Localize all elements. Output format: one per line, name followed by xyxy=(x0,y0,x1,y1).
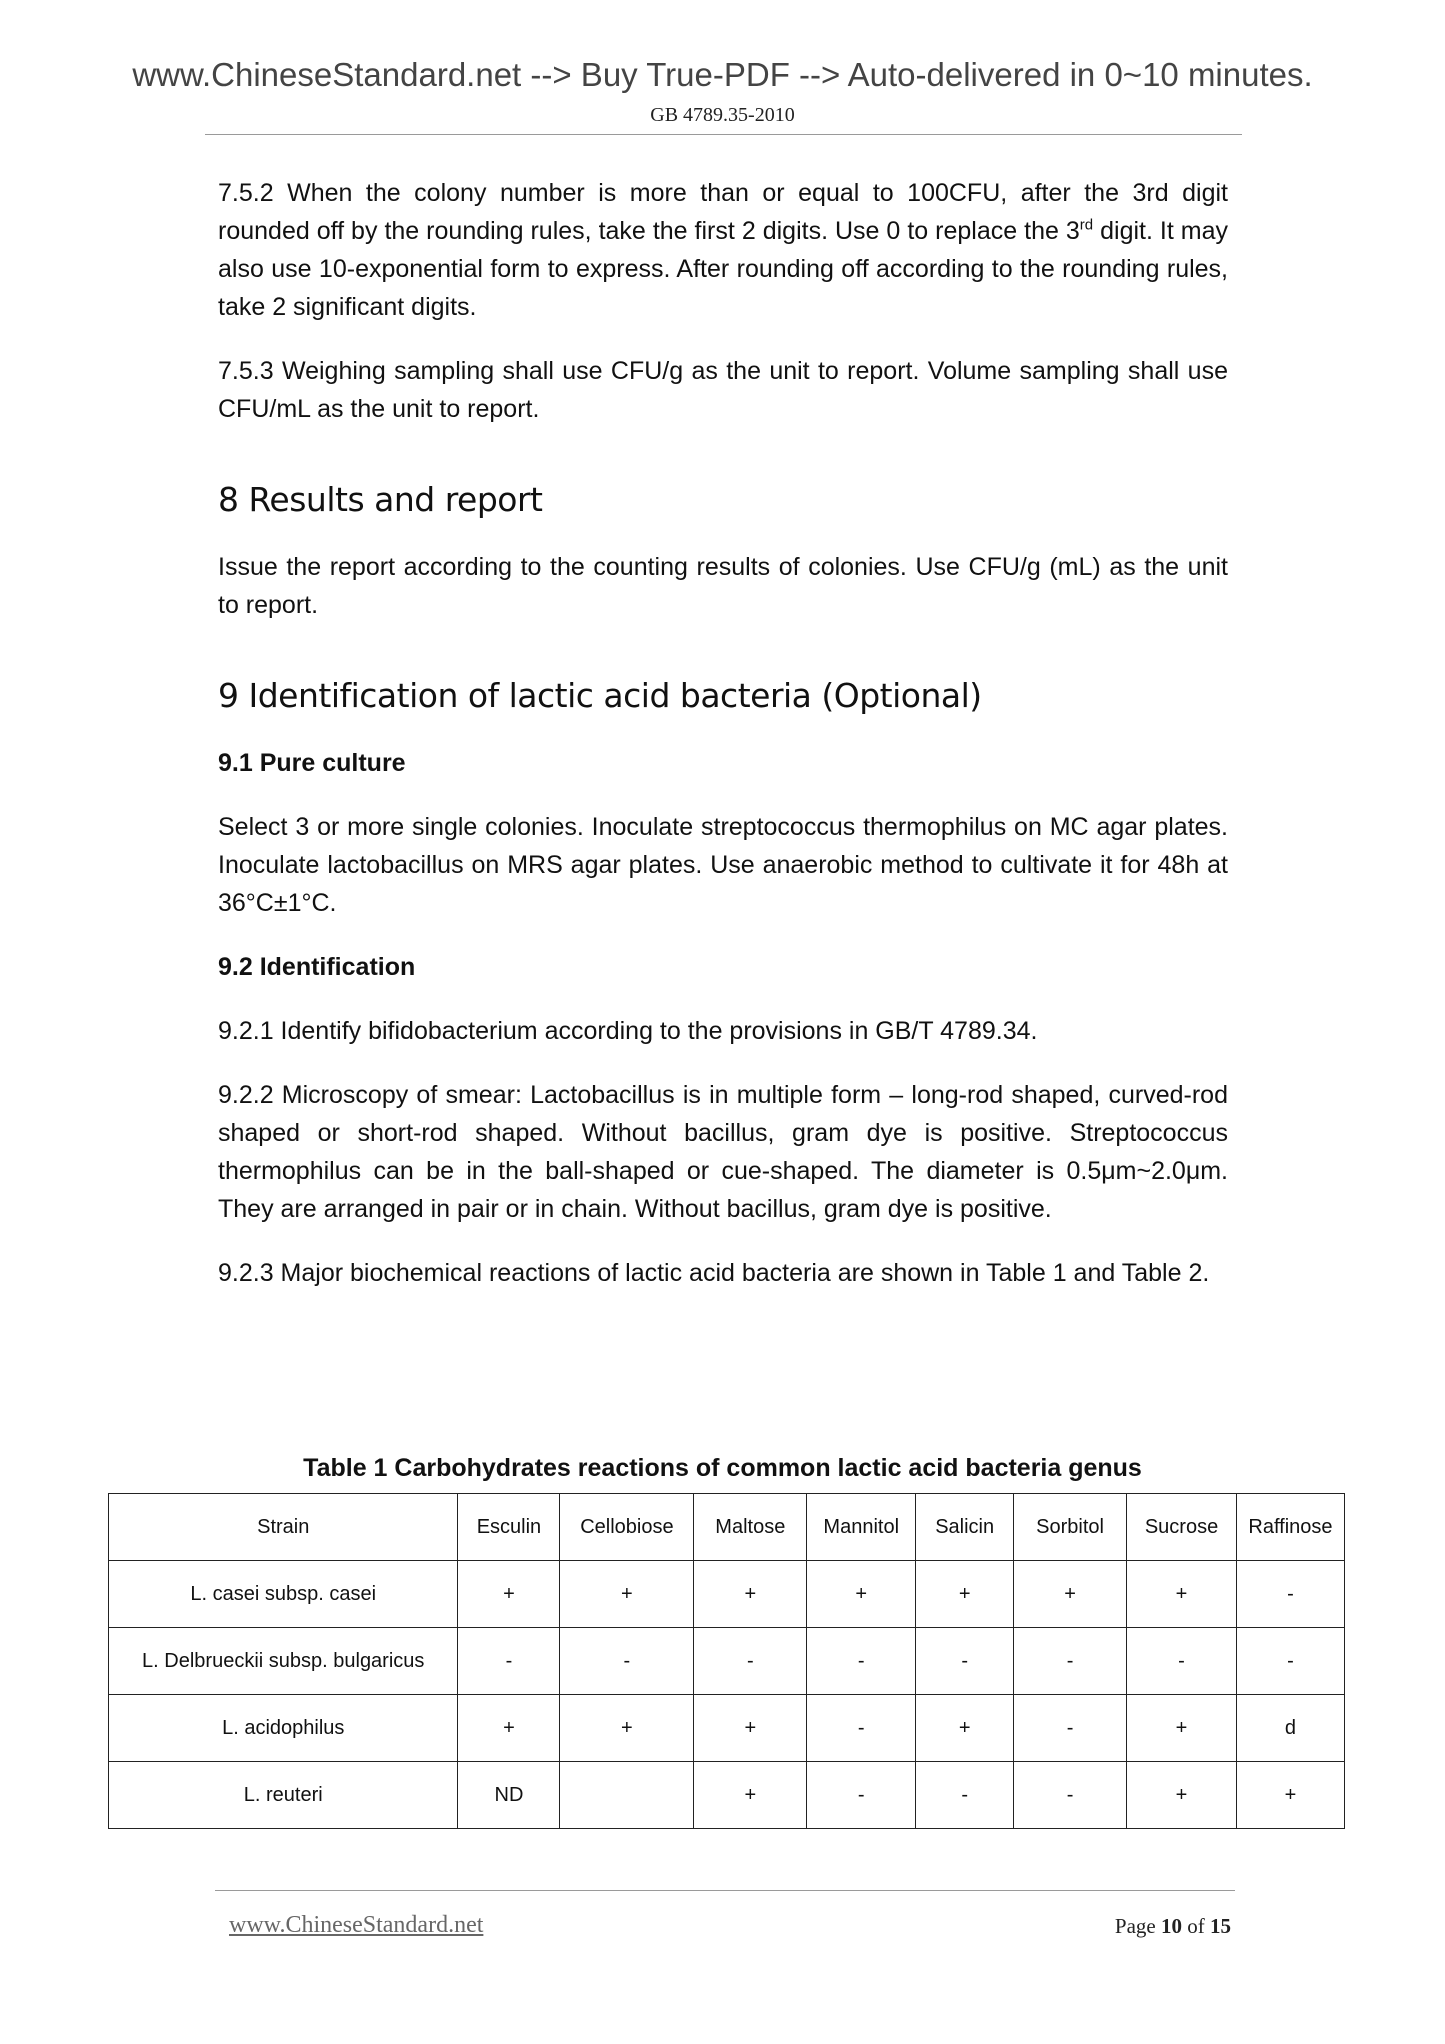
paragraph-7-5-2-text-end: digit. It may also use 10-exponential form to express. After rounding off according to the rounding rules, take 2 significant digits. xyxy=(218,217,1229,321)
strain-cell: L. casei subsp. casei xyxy=(109,1561,458,1628)
table-row xyxy=(109,1762,1345,1829)
table-1-title: Table 1 Carbohydrates reactions of common lactic acid bacteria genus xyxy=(303,1454,1142,1482)
table-header-row xyxy=(109,1494,1345,1561)
table-cell: + xyxy=(1127,1561,1237,1628)
paragraph-7-5-3: 7.5.3 Weighing sampling shall use CFU/g as the unit to report. Volume sampling shall use CFU/mL as the unit to report. xyxy=(218,357,1228,423)
table-cell: - xyxy=(916,1628,1014,1695)
table-cell: - xyxy=(560,1628,694,1695)
table-cell: - xyxy=(694,1628,807,1695)
table-cell: + xyxy=(458,1561,560,1628)
column-header: Sucrose xyxy=(1127,1494,1237,1561)
table-cell: - xyxy=(1236,1628,1344,1695)
footer-divider xyxy=(215,1890,1235,1891)
table-cell: - xyxy=(916,1762,1014,1829)
page-current: 10 xyxy=(1161,1914,1182,1938)
page-indicator xyxy=(1115,1914,1231,1939)
standard-number: GB 4789.35-2010 xyxy=(650,104,795,126)
promo-banner: www.ChineseStandard.net --> Buy True-PDF --> Auto-delivered in 0~10 minutes. xyxy=(132,56,1313,93)
strain-cell: L. Delbrueckii subsp. bulgaricus xyxy=(109,1628,458,1695)
column-header: Mannitol xyxy=(807,1494,916,1561)
table-cell: + xyxy=(560,1561,694,1628)
table-cell: + xyxy=(916,1695,1014,1762)
table-cell: + xyxy=(916,1561,1014,1628)
table-cell: + xyxy=(560,1695,694,1762)
paragraph-8: Issue the report according to the counting results of colonies. Use CFU/g (mL) as the unit to report. xyxy=(218,553,1228,619)
heading-section-8: 8 Results and report xyxy=(218,480,543,519)
table-row xyxy=(109,1561,1345,1628)
table-cell: + xyxy=(694,1695,807,1762)
table-cell: - xyxy=(807,1695,916,1762)
heading-9-2: 9.2 Identification xyxy=(218,953,416,981)
column-header: Esculin xyxy=(458,1494,560,1561)
column-header: Sorbitol xyxy=(1014,1494,1127,1561)
column-header: Raffinose xyxy=(1236,1494,1344,1561)
heading-section-9: 9 Identification of lactic acid bacteria (Optional) xyxy=(218,676,982,715)
table-cell: - xyxy=(807,1762,916,1829)
table-cell: - xyxy=(458,1628,560,1695)
table-cell: + xyxy=(694,1762,807,1829)
strain-cell: L. acidophilus xyxy=(109,1695,458,1762)
table-cell xyxy=(560,1762,694,1829)
superscript-ordinal: rd xyxy=(1079,216,1094,234)
table-cell: ND xyxy=(458,1762,560,1829)
header-divider xyxy=(205,134,1242,135)
paragraph-9-2-3: 9.2.3 Major biochemical reactions of lactic acid bacteria are shown in Table 1 and Table 2. xyxy=(218,1259,1210,1287)
column-header: Cellobiose xyxy=(560,1494,694,1561)
table-row xyxy=(109,1695,1345,1762)
paragraph-9-2-1: 9.2.1 Identify bifidobacterium according to the provisions in GB/T 4789.34. xyxy=(218,1017,1038,1045)
heading-9-1: 9.1 Pure culture xyxy=(218,749,406,777)
table-cell: + xyxy=(1127,1695,1237,1762)
table-cell: + xyxy=(1236,1762,1344,1829)
column-header: Salicin xyxy=(916,1494,1014,1561)
table-cell: + xyxy=(694,1561,807,1628)
page-total: 15 xyxy=(1210,1914,1231,1938)
column-header: Maltose xyxy=(694,1494,807,1561)
table-1-carbohydrate-reactions xyxy=(108,1493,1345,1829)
footer-site-link[interactable]: www.ChineseStandard.net xyxy=(229,1912,484,1938)
table-cell: - xyxy=(1014,1762,1127,1829)
page-of-label: of xyxy=(1187,1914,1205,1938)
table-cell: - xyxy=(807,1628,916,1695)
paragraph-9-2-2: 9.2.2 Microscopy of smear: Lactobacillus is in multiple form – long-rod shaped, curved-rod shaped or short-rod shaped. Without bacillus, gram dye is positive. Streptococcus thermophilus can be in the ball-shaped or cue-shaped. The diameter is 0.5μm~2.0μm. They are arranged in pair or in chain. Without bacillus, gram dye is positive. xyxy=(218,1081,1228,1223)
table-cell: + xyxy=(1014,1561,1127,1628)
table-cell: - xyxy=(1014,1695,1127,1762)
table-cell: - xyxy=(1014,1628,1127,1695)
table-cell: - xyxy=(1236,1561,1344,1628)
table-cell: + xyxy=(807,1561,916,1628)
paragraph-7-5-2-text: 7.5.2 When the colony number is more than or equal to 100CFU, after the 3rd digit rounded off by the rounding rules, take the first 2 digits. Use 0 to replace the 3 xyxy=(218,179,1228,245)
table-cell: + xyxy=(458,1695,560,1762)
table-cell: + xyxy=(1127,1762,1237,1829)
column-header: Strain xyxy=(109,1494,458,1561)
page-label: Page xyxy=(1114,1914,1156,1938)
paragraph-9-1: Select 3 or more single colonies. Inoculate streptococcus thermophilus on MC agar plates. Inoculate lactobacillus on MRS agar plates. Use anaerobic method to cultivate it for 48h at 36°C±1°C. xyxy=(218,813,1228,917)
table-cell: - xyxy=(1127,1628,1237,1695)
table-row xyxy=(109,1628,1345,1695)
strain-cell: L. reuteri xyxy=(109,1762,458,1829)
document-body xyxy=(218,174,1228,1318)
paragraph-7-5-2 xyxy=(218,174,1228,326)
table-cell: d xyxy=(1236,1695,1344,1762)
